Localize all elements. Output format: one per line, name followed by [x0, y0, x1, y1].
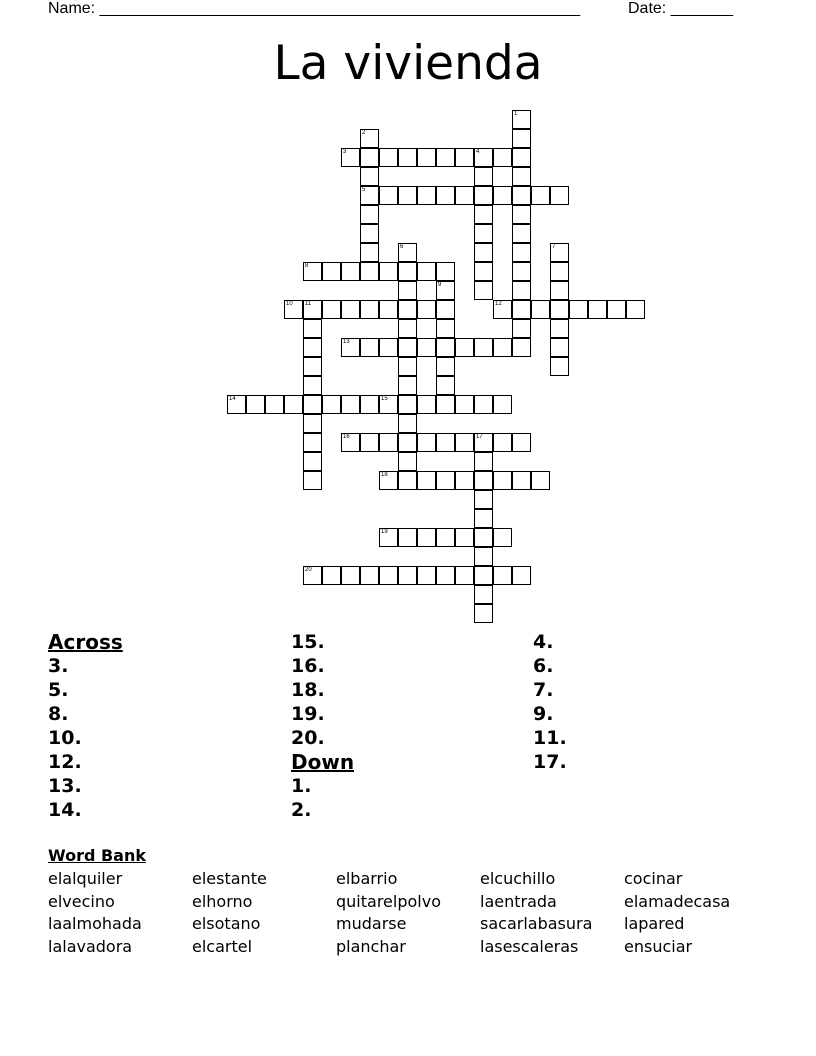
crossword-cell[interactable] [550, 243, 569, 262]
word-bank-item: elestante [192, 869, 267, 888]
crossword-cell[interactable] [265, 395, 284, 414]
word-bank-item: laalmohada [48, 914, 142, 933]
crossword-cell[interactable] [341, 433, 360, 452]
clue-number: 17. [533, 751, 567, 773]
crossword-cell[interactable] [379, 566, 398, 585]
crossword-cell[interactable] [417, 148, 436, 167]
clue-number: 13. [48, 775, 82, 797]
crossword-cell[interactable] [512, 224, 531, 243]
crossword-cell[interactable] [379, 433, 398, 452]
clue-number: 19. [291, 703, 325, 725]
crossword-cell[interactable] [474, 186, 493, 205]
cell-number: 12 [495, 301, 502, 307]
clue-number: 7. [533, 679, 554, 701]
crossword-cell[interactable] [379, 300, 398, 319]
crossword-cell[interactable] [474, 167, 493, 186]
crossword-cell[interactable] [398, 452, 417, 471]
crossword-cell[interactable] [379, 338, 398, 357]
clue-number: 3. [48, 655, 69, 677]
crossword-cell[interactable] [341, 566, 360, 585]
crossword-cell[interactable] [303, 452, 322, 471]
crossword-cell[interactable] [588, 300, 607, 319]
crossword-cell[interactable] [398, 338, 417, 357]
crossword-cell[interactable] [360, 205, 379, 224]
cell-number: 15 [381, 396, 388, 402]
crossword-cell[interactable] [303, 319, 322, 338]
crossword-cell[interactable] [550, 319, 569, 338]
clue-number: 2. [291, 799, 312, 821]
crossword-cell[interactable] [322, 300, 341, 319]
clue-number: 4. [533, 631, 554, 653]
crossword-cell[interactable] [493, 566, 512, 585]
crossword-cell[interactable] [303, 433, 322, 452]
name-field-label[interactable]: Name: ______________________________________________________ [48, 0, 581, 17]
crossword-cell[interactable] [398, 243, 417, 262]
crossword-cell[interactable] [512, 338, 531, 357]
crossword-cell[interactable] [436, 338, 455, 357]
crossword-cell[interactable] [417, 186, 436, 205]
clue-number: 12. [48, 751, 82, 773]
date-field-label[interactable]: Date: _______ [628, 0, 733, 17]
crossword-cell[interactable] [512, 262, 531, 281]
crossword-cell[interactable] [436, 186, 455, 205]
crossword-cell[interactable] [531, 186, 550, 205]
crossword-cell[interactable] [512, 281, 531, 300]
cell-number: 13 [343, 339, 350, 345]
clue-number: 6. [533, 655, 554, 677]
word-bank [48, 846, 778, 958]
crossword-cell[interactable] [455, 566, 474, 585]
crossword-cell[interactable] [417, 471, 436, 490]
crossword-cell[interactable] [474, 338, 493, 357]
crossword-cell[interactable] [550, 262, 569, 281]
clue-number: 5. [48, 679, 69, 701]
crossword-cell[interactable] [436, 528, 455, 547]
crossword-cell[interactable] [512, 433, 531, 452]
crossword-cell[interactable] [474, 224, 493, 243]
crossword-cell[interactable] [569, 300, 588, 319]
crossword-cell[interactable] [512, 319, 531, 338]
clue-number: 20. [291, 727, 325, 749]
crossword-cell[interactable] [246, 395, 265, 414]
crossword-cell[interactable] [474, 243, 493, 262]
clue-column-2 [291, 630, 521, 822]
crossword-cell[interactable] [303, 262, 322, 281]
page-title: La vivienda [273, 36, 543, 91]
crossword-cell[interactable] [512, 205, 531, 224]
crossword-cell[interactable] [474, 471, 493, 490]
cell-number: 5 [362, 187, 366, 193]
word-bank-item: sacarlabasura [480, 914, 593, 933]
crossword-cell[interactable] [417, 528, 436, 547]
crossword-cell[interactable] [417, 300, 436, 319]
crossword-cell[interactable] [436, 433, 455, 452]
crossword-cell[interactable] [379, 262, 398, 281]
crossword-cell[interactable] [341, 148, 360, 167]
crossword-cell[interactable] [474, 148, 493, 167]
crossword-cell[interactable] [379, 471, 398, 490]
cell-number: 7 [552, 244, 556, 250]
crossword-cell[interactable] [512, 167, 531, 186]
crossword-cell[interactable] [493, 433, 512, 452]
crossword-cell[interactable] [417, 566, 436, 585]
crossword-cell[interactable] [341, 395, 360, 414]
crossword-cell[interactable] [493, 338, 512, 357]
crossword-cell[interactable] [398, 433, 417, 452]
crossword-cell[interactable] [303, 566, 322, 585]
crossword-cell[interactable] [436, 262, 455, 281]
cell-number: 14 [229, 396, 236, 402]
crossword-cell[interactable] [379, 528, 398, 547]
crossword-cell[interactable] [455, 338, 474, 357]
crossword-cell[interactable] [474, 585, 493, 604]
cell-number: 9 [438, 282, 442, 288]
crossword-cell[interactable] [303, 357, 322, 376]
clue-number: 16. [291, 655, 325, 677]
crossword-cell[interactable] [455, 148, 474, 167]
cell-number: 2 [362, 130, 366, 136]
crossword-cell[interactable] [379, 186, 398, 205]
crossword-cell[interactable] [550, 186, 569, 205]
crossword-cell[interactable] [436, 471, 455, 490]
crossword-cell[interactable] [398, 566, 417, 585]
crossword-cell[interactable] [512, 243, 531, 262]
crossword-cell[interactable] [303, 395, 322, 414]
crossword-cell[interactable] [455, 186, 474, 205]
crossword-cell[interactable] [284, 395, 303, 414]
cell-number: 10 [286, 301, 293, 307]
cell-number: 17 [476, 434, 483, 440]
clue-column-1 [48, 630, 278, 822]
crossword-cell[interactable] [417, 433, 436, 452]
word-bank-item: ensuciar [624, 936, 693, 956]
word-bank-list [48, 868, 778, 958]
crossword-cell[interactable] [360, 243, 379, 262]
crossword-cell[interactable] [360, 224, 379, 243]
clue-number: 15. [291, 631, 325, 653]
crossword-cell[interactable] [550, 281, 569, 300]
clue-column-3 [533, 630, 763, 774]
crossword-cell[interactable] [550, 338, 569, 357]
across-heading: Across [48, 630, 123, 654]
crossword-cell[interactable] [474, 395, 493, 414]
crossword-cell[interactable] [474, 452, 493, 471]
crossword-cell[interactable] [227, 395, 246, 414]
crossword-cell[interactable] [379, 395, 398, 414]
crossword-cell[interactable] [341, 300, 360, 319]
crossword-cell[interactable] [341, 262, 360, 281]
crossword-cell[interactable] [360, 395, 379, 414]
crossword-cell[interactable] [512, 110, 531, 129]
crossword-cell[interactable] [360, 167, 379, 186]
crossword-cell[interactable] [436, 281, 455, 300]
cell-number: 19 [381, 529, 388, 535]
cell-number: 6 [400, 244, 404, 250]
word-bank-item: lapared [624, 914, 685, 933]
crossword-cell[interactable] [531, 471, 550, 490]
crossword-cell[interactable] [474, 566, 493, 585]
word-bank-item: elcartel [192, 936, 253, 956]
word-bank-item: elalquiler [48, 869, 123, 888]
crossword-cell[interactable] [417, 395, 436, 414]
crossword-cell[interactable] [322, 566, 341, 585]
crossword-cell[interactable] [474, 528, 493, 547]
crossword-cell[interactable] [360, 566, 379, 585]
crossword-cell[interactable] [550, 357, 569, 376]
crossword-cell[interactable] [493, 186, 512, 205]
crossword-cell[interactable] [436, 148, 455, 167]
crossword-cell[interactable] [303, 376, 322, 395]
crossword-cell[interactable] [303, 300, 322, 319]
crossword-cell[interactable] [398, 414, 417, 433]
crossword-cell[interactable] [512, 148, 531, 167]
crossword-cell[interactable] [626, 300, 645, 319]
crossword-cell[interactable] [398, 319, 417, 338]
crossword-cell[interactable] [417, 262, 436, 281]
crossword-cell[interactable] [284, 300, 303, 319]
cell-number: 4 [476, 149, 480, 155]
crossword-cell[interactable] [436, 376, 455, 395]
crossword-cell[interactable] [398, 281, 417, 300]
word-bank-item: lalavadora [48, 936, 133, 956]
crossword-cell[interactable] [531, 300, 550, 319]
cell-number: 8 [305, 263, 309, 269]
crossword-cell[interactable] [474, 262, 493, 281]
cell-number: 3 [343, 149, 347, 155]
crossword-cell[interactable] [398, 148, 417, 167]
crossword-cell[interactable] [303, 338, 322, 357]
crossword-cell[interactable] [493, 528, 512, 547]
crossword-cell[interactable] [493, 395, 512, 414]
cell-number: 16 [343, 434, 350, 440]
crossword-cell[interactable] [341, 338, 360, 357]
crossword-cell[interactable] [493, 148, 512, 167]
header [48, 0, 733, 18]
crossword-cell[interactable] [303, 471, 322, 490]
word-bank-item: planchar [336, 936, 406, 956]
cell-number: 20 [305, 567, 312, 573]
clue-number: 10. [48, 727, 82, 749]
word-bank-item: elbarrio [336, 869, 398, 888]
crossword-cell[interactable] [417, 338, 436, 357]
crossword-cell[interactable] [360, 186, 379, 205]
crossword-cell[interactable] [550, 300, 569, 319]
word-bank-item: quitarelpolvo [336, 891, 441, 911]
crossword-cell[interactable] [436, 300, 455, 319]
crossword-cell[interactable] [455, 433, 474, 452]
crossword-cell[interactable] [360, 262, 379, 281]
crossword-cell[interactable] [398, 471, 417, 490]
crossword-cell[interactable] [398, 262, 417, 281]
crossword-cell[interactable] [398, 395, 417, 414]
word-bank-item: elcuchillo [480, 869, 556, 888]
crossword-cell[interactable] [512, 300, 531, 319]
crossword-cell[interactable] [360, 148, 379, 167]
clue-number: 9. [533, 703, 554, 725]
crossword-cell[interactable] [398, 357, 417, 376]
crossword-cell[interactable] [436, 357, 455, 376]
crossword-cell[interactable] [436, 395, 455, 414]
word-bank-item: elvecino [48, 891, 115, 911]
word-bank-item: lasescaleras [480, 936, 579, 956]
crossword-cell[interactable] [360, 433, 379, 452]
crossword-cell[interactable] [512, 471, 531, 490]
word-bank-item: elamadecasa [624, 891, 731, 911]
clue-number: 11. [533, 727, 567, 749]
crossword-cell[interactable] [474, 205, 493, 224]
crossword-cell[interactable] [360, 129, 379, 148]
crossword-cell[interactable] [474, 490, 493, 509]
crossword-cell[interactable] [455, 471, 474, 490]
crossword-cell[interactable] [398, 300, 417, 319]
word-bank-item: cocinar [624, 869, 683, 888]
clue-number: 8. [48, 703, 69, 725]
clue-number: 18. [291, 679, 325, 701]
word-bank-item: mudarse [336, 914, 407, 933]
word-bank-item: elsotano [192, 914, 261, 933]
crossword-cell[interactable] [512, 129, 531, 148]
crossword-cell[interactable] [474, 509, 493, 528]
crossword-cell[interactable] [398, 186, 417, 205]
crossword-cell[interactable] [303, 414, 322, 433]
down-heading: Down [291, 750, 355, 774]
crossword-cell[interactable] [512, 186, 531, 205]
crossword-cell[interactable] [322, 395, 341, 414]
clue-number: 1. [291, 775, 312, 797]
crossword-cell[interactable] [455, 528, 474, 547]
crossword-cell[interactable] [474, 281, 493, 300]
crossword-cell[interactable] [455, 395, 474, 414]
cell-number: 18 [381, 472, 388, 478]
word-bank-item: laentrada [480, 891, 557, 911]
crossword-cell[interactable] [493, 300, 512, 319]
crossword-cell[interactable] [360, 300, 379, 319]
cell-number: 1 [514, 111, 518, 117]
crossword-cell[interactable] [436, 566, 455, 585]
crossword-cell[interactable] [398, 528, 417, 547]
crossword-cell[interactable] [493, 471, 512, 490]
crossword-cell[interactable] [474, 547, 493, 566]
crossword-cell[interactable] [322, 262, 341, 281]
cell-number: 11 [305, 301, 312, 307]
word-bank-item: elhorno [192, 891, 253, 911]
crossword-cell[interactable] [474, 433, 493, 452]
crossword-cell[interactable] [398, 376, 417, 395]
crossword-cell[interactable] [360, 338, 379, 357]
crossword-cell[interactable] [607, 300, 626, 319]
crossword-cell[interactable] [436, 319, 455, 338]
word-bank-title: Word Bank [48, 846, 147, 865]
clue-number: 14. [48, 799, 82, 821]
crossword-cell[interactable] [379, 148, 398, 167]
crossword-cell[interactable] [512, 566, 531, 585]
crossword-cell[interactable] [474, 604, 493, 623]
